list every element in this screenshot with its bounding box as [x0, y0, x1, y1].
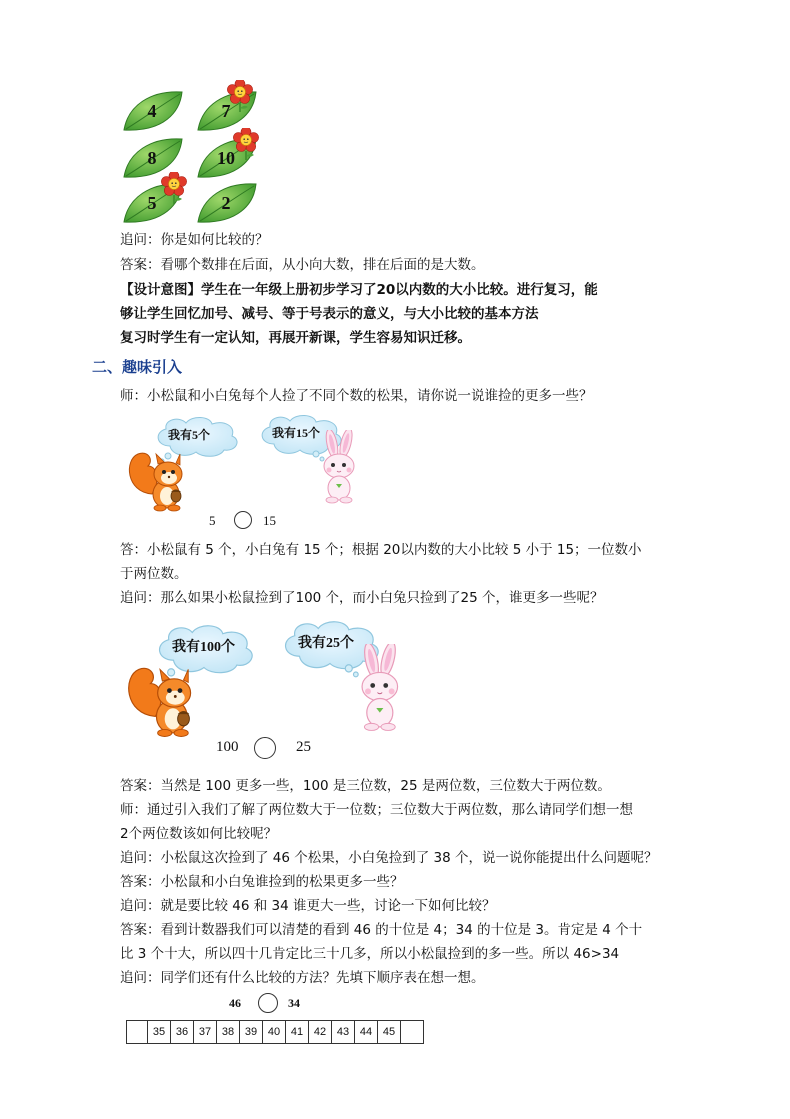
question-line: 追问：就是要比较 46 和 34 谁更大一些，讨论一下如何比较？ — [120, 898, 496, 914]
table-cell-blank[interactable] — [127, 1021, 148, 1044]
answer-line: 于两位数。 — [120, 566, 188, 582]
design-label: 【设计意图】 — [120, 282, 201, 298]
table-cell: 42 — [309, 1021, 332, 1044]
question-line: 追问：同学们还有什么比较的方法？先填下顺序表在想一想。 — [120, 970, 485, 986]
compare-circle-blank[interactable] — [254, 737, 276, 759]
answer-line: 答：小松鼠有 5 个，小白兔有 15 个；根据 20以内数的大小比较 5 小于 15；一位数小 — [120, 542, 642, 558]
answer-line: 答案：看到计数器我们可以清楚的看到 46 的十位是 4；34 的十位是 3。肯定是 4 个十 — [120, 922, 643, 938]
leaf-number: 5 — [147, 192, 157, 213]
compare-left-number: 100 — [216, 739, 239, 755]
bubble-text: 我有25个 — [298, 636, 354, 651]
question-line: 追问：你是如何比较的？ — [120, 232, 269, 248]
leaf-card — [194, 180, 276, 226]
squirrel-icon — [124, 446, 188, 514]
design-text: 够让学生回忆加号、减号、等于号表示的意义，与大小比较的基本方法 — [120, 306, 539, 322]
answer-line: 答案：当然是 100 更多一些，100 是三位数，25 是两位数，三位数大于两位数。 — [120, 778, 611, 794]
leaf-card — [120, 88, 202, 134]
table-cell: 36 — [171, 1021, 194, 1044]
leaf-number: 2 — [221, 192, 231, 213]
flower-icon — [226, 80, 256, 114]
answer-line: 答案：小松鼠和小白兔谁捡到的松果更多一些？ — [120, 874, 404, 890]
compare-right-number: 25 — [296, 739, 311, 755]
table-cell: 35 — [148, 1021, 171, 1044]
compare-circle-blank[interactable] — [234, 511, 252, 529]
table-row — [127, 1021, 424, 1044]
compare-left-number: 5 — [209, 513, 216, 528]
compare-right-number: 34 — [288, 996, 300, 1010]
table-cell: 39 — [240, 1021, 263, 1044]
bubble-text: 我有5个 — [168, 428, 211, 442]
table-cell: 43 — [332, 1021, 355, 1044]
question-line: 追问：小松鼠这次捡到了 46 个松果，小白兔捡到了 38 个，说一说你能提出什么问题呢？ — [120, 850, 658, 866]
rabbit-icon — [350, 644, 412, 734]
bubble-text: 我有15个 — [272, 426, 321, 440]
table-cell: 38 — [217, 1021, 240, 1044]
answer-line: 答案：看哪个数排在后面，从小向大数，排在后面的是大数。 — [120, 257, 485, 273]
design-intent — [120, 280, 598, 300]
teacher-line: 师：小松鼠和小白兔每个人捡了不同个数的松果，请你说一说谁捡的更多一些？ — [120, 388, 593, 404]
bubble-text: 我有100个 — [172, 640, 235, 655]
flower-icon — [160, 172, 190, 206]
compare-left-number: 46 — [229, 996, 241, 1010]
answer-line: 比 3 个十大，所以四十几肯定比三十几多，所以小松鼠捡到的多一些。所以 46>34 — [120, 946, 620, 962]
table-cell: 40 — [263, 1021, 286, 1044]
compare-circle-blank[interactable] — [258, 993, 278, 1013]
table-cell-blank[interactable] — [401, 1021, 424, 1044]
section-heading: 二、趣味引入 — [92, 358, 183, 376]
table-cell: 45 — [378, 1021, 401, 1044]
leaf-number: 10 — [217, 147, 235, 168]
rabbit-icon — [314, 430, 366, 506]
question-line: 追问：那么如果小松鼠捡到了100 个，而小白兔只捡到了25 个，谁更多一些呢？ — [120, 590, 604, 606]
sequence-table — [126, 1020, 424, 1044]
teacher-line: 师：通过引入我们了解了两位数大于一位数；三位数大于两位数，那么请同学们想一想 — [120, 802, 633, 818]
teacher-line: 2个两位数该如何比较呢？ — [120, 826, 278, 842]
table-cell: 37 — [194, 1021, 217, 1044]
table-cell: 41 — [286, 1021, 309, 1044]
leaf-number: 7 — [221, 100, 231, 121]
leaf-number: 8 — [147, 147, 157, 168]
design-text: 复习时学生有一定认知，再展开新课，学生容易知识迁移。 — [120, 330, 471, 346]
squirrel-icon — [122, 660, 198, 740]
design-text: 学生在一年级上册初步学习了20以内数的大小比较。进行复习，能 — [201, 282, 598, 298]
table-cell: 44 — [355, 1021, 378, 1044]
compare-right-number: 15 — [263, 513, 276, 528]
flower-icon — [232, 128, 262, 162]
leaf-number: 4 — [147, 100, 157, 121]
